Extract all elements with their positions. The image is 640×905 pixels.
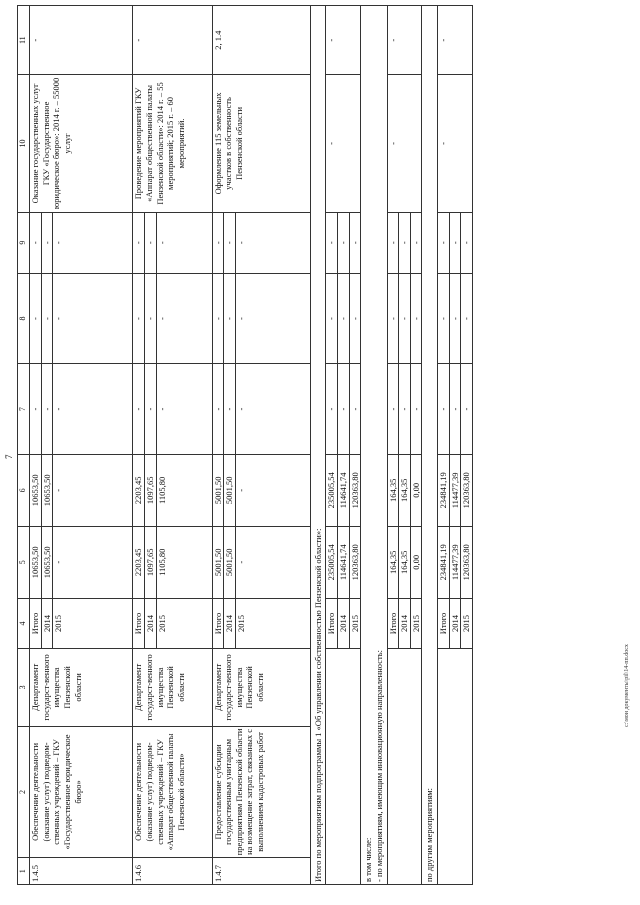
value-c6: 10653,50 [30,454,42,526]
summary-c11: - [387,6,422,75]
item-name: Обеспечение деятельности (оказание услуг) подведом-ственных учреждений – ГКУ «Аппарат общественной палаты Пензенской области» [133,726,212,858]
value-c9: - [449,212,461,273]
value-c9: - [399,212,411,273]
value-c6: 114477,39 [449,454,461,526]
value-c7: - [399,364,411,455]
period: 2014 [144,598,156,649]
value-c9: - [30,212,42,273]
summary-c10: - [387,75,422,212]
value-c8: - [387,273,399,364]
value-c6: 235005,54 [326,454,338,526]
value-c7: - [30,364,42,455]
value-c8: - [30,273,42,364]
summary-c11: - [438,6,473,75]
summary-label-row [422,6,438,885]
period: 2014 [449,598,461,649]
value-c9: - [338,212,350,273]
value-c5: 2203,45 [133,526,145,598]
value-c5: 10653,50 [30,526,42,598]
value-c8: - [156,273,212,364]
item-indicator: Оказание государственных услуг ГКУ «Государственное юридическое бюро»: 2014 г. – 55000 услуг [30,75,133,212]
value-c9: - [41,212,53,273]
period: Итого [133,598,145,649]
value-c8: - [438,273,450,364]
value-c9: - [438,212,450,273]
value-c5: 5001,50 [224,526,236,598]
item-name: Обеспечение деятельности (оказание услуг) подведом-ственных учреждений – ГКУ «Государственное юридическое бюро» [30,726,133,858]
value-c7: - [212,364,224,455]
value-c5: 5001,50 [212,526,224,598]
value-c7: - [224,364,236,455]
value-c6: 0,00 [410,454,422,526]
value-c9: - [349,212,361,273]
value-c6: 10653,50 [41,454,53,526]
item-name: Предоставление субсидии государственным унитарным предприятиям Пензенской области на возмещение затрат, связанных с выполнением кадастровых работ [212,726,310,858]
value-c8: - [326,273,338,364]
value-c9: - [410,212,422,273]
item-indicator: Оформление 115 земельных участков в собственность Пензенской области [212,75,310,212]
value-c7: - [438,364,450,455]
value-c8: - [338,273,350,364]
summary-spacer [326,649,361,885]
value-c7: - [326,364,338,455]
value-c5: 235005,54 [326,526,338,598]
value-c9: - [212,212,224,273]
column-header: 11 [18,6,30,75]
column-number-row [18,6,30,885]
value-c8: - [53,273,133,364]
value-c9: - [53,212,133,273]
value-c7: - [461,364,473,455]
value-c7: - [449,364,461,455]
value-c9: - [224,212,236,273]
summary-spacer [387,649,422,885]
column-header: 3 [18,649,30,726]
column-header: 7 [18,364,30,455]
summary-row [326,6,338,885]
value-c8: - [41,273,53,364]
item-number: 1.4.5 [30,858,133,885]
item-c11: - [30,6,133,75]
footer-file-path: c:\мои документы\pil\14-пп.docx [624,644,630,727]
value-c8: - [212,273,224,364]
column-header: 8 [18,273,30,364]
item-number: 1.4.6 [133,858,212,885]
item-c11: 2, 1.4 [212,6,310,75]
summary-spacer [438,649,473,885]
value-c6: 114641,74 [338,454,350,526]
column-header: 4 [18,598,30,649]
value-c8: - [133,273,145,364]
value-c6: 164,35 [387,454,399,526]
value-c5: - [53,526,133,598]
value-c8: - [410,273,422,364]
period: Итого [212,598,224,649]
value-c6: 164,35 [399,454,411,526]
value-c7: - [338,364,350,455]
value-c9: - [156,212,212,273]
value-c7: - [41,364,53,455]
value-c6: - [235,454,310,526]
item-executor: Департамент государст-венного имущества Пензенской области [133,649,212,726]
value-c9: - [461,212,473,273]
period: 2015 [53,598,133,649]
value-c7: - [410,364,422,455]
value-c6: 1105,80 [156,454,212,526]
value-c6: 2203,45 [133,454,145,526]
value-c7: - [144,364,156,455]
column-header: 10 [18,75,30,212]
value-c5: 114477,39 [449,526,461,598]
item-executor: Департамент государст-венного имущества Пензенской области [212,649,310,726]
value-c6: 120363,80 [461,454,473,526]
value-c7: - [387,364,399,455]
value-c9: - [326,212,338,273]
summary-label: в том числе: - по мероприятиям, имеющим инновационную направленность: [361,6,387,885]
value-c6: 5001,50 [224,454,236,526]
summary-label-row [310,6,326,885]
value-c6: 1097,65 [144,454,156,526]
table-row [212,6,224,885]
summary-label-row [361,6,387,885]
value-c5: 1097,65 [144,526,156,598]
value-c5: 164,35 [399,526,411,598]
value-c9: - [387,212,399,273]
value-c5: 114641,74 [338,526,350,598]
period: 2015 [349,598,361,649]
item-executor: Департамент государст-венного имущества Пензенской области [30,649,133,726]
column-header: 2 [18,726,30,858]
column-header: 5 [18,526,30,598]
value-c5: 10653,50 [41,526,53,598]
value-c8: - [399,273,411,364]
period: 2015 [461,598,473,649]
item-indicator: Проведение мероприятий ГКУ «Аппарат общественной палаты Пензенской области»: 2014 г. – 55 мероприятий; 2015 г. – 60 мероприятий. [133,75,212,212]
value-c6: 120363,80 [349,454,361,526]
page-number: 7 [4,454,14,459]
program-table [17,5,473,885]
value-c6: 5001,50 [212,454,224,526]
period: 2015 [410,598,422,649]
period: 2014 [224,598,236,649]
value-c7: - [349,364,361,455]
value-c7: - [133,364,145,455]
value-c5: - [235,526,310,598]
value-c8: - [235,273,310,364]
value-c9: - [235,212,310,273]
period: 2014 [41,598,53,649]
period: 2015 [156,598,212,649]
period: 2014 [399,598,411,649]
value-c8: - [144,273,156,364]
summary-c10: - [438,75,473,212]
item-c11: - [133,6,212,75]
summary-label: по другим мероприятиям: [422,6,438,885]
value-c5: 120363,80 [461,526,473,598]
summary-row [438,6,450,885]
value-c5: 1105,80 [156,526,212,598]
column-header: 6 [18,454,30,526]
value-c9: - [133,212,145,273]
value-c5: 0,00 [410,526,422,598]
value-c6: 234841,19 [438,454,450,526]
table-row [30,6,42,885]
period: Итого [438,598,450,649]
column-header: 1 [18,858,30,885]
value-c8: - [349,273,361,364]
period: Итого [387,598,399,649]
period: 2015 [235,598,310,649]
value-c5: 120363,80 [349,526,361,598]
period: Итого [326,598,338,649]
summary-c10: - [326,75,361,212]
item-number: 1.4.7 [212,858,310,885]
value-c8: - [461,273,473,364]
summary-c11: - [326,6,361,75]
value-c9: - [144,212,156,273]
value-c7: - [53,364,133,455]
value-c7: - [235,364,310,455]
value-c7: - [156,364,212,455]
value-c5: 164,35 [387,526,399,598]
value-c5: 234841,19 [438,526,450,598]
period: Итого [30,598,42,649]
value-c6: - [53,454,133,526]
column-header: 9 [18,212,30,273]
table-row [133,6,145,885]
summary-label: Итого по мероприятиям подпрограммы 1 «Об управлении собственностью Пензенской области»: [310,6,326,885]
value-c8: - [224,273,236,364]
summary-row [387,6,399,885]
value-c8: - [449,273,461,364]
period: 2014 [338,598,350,649]
